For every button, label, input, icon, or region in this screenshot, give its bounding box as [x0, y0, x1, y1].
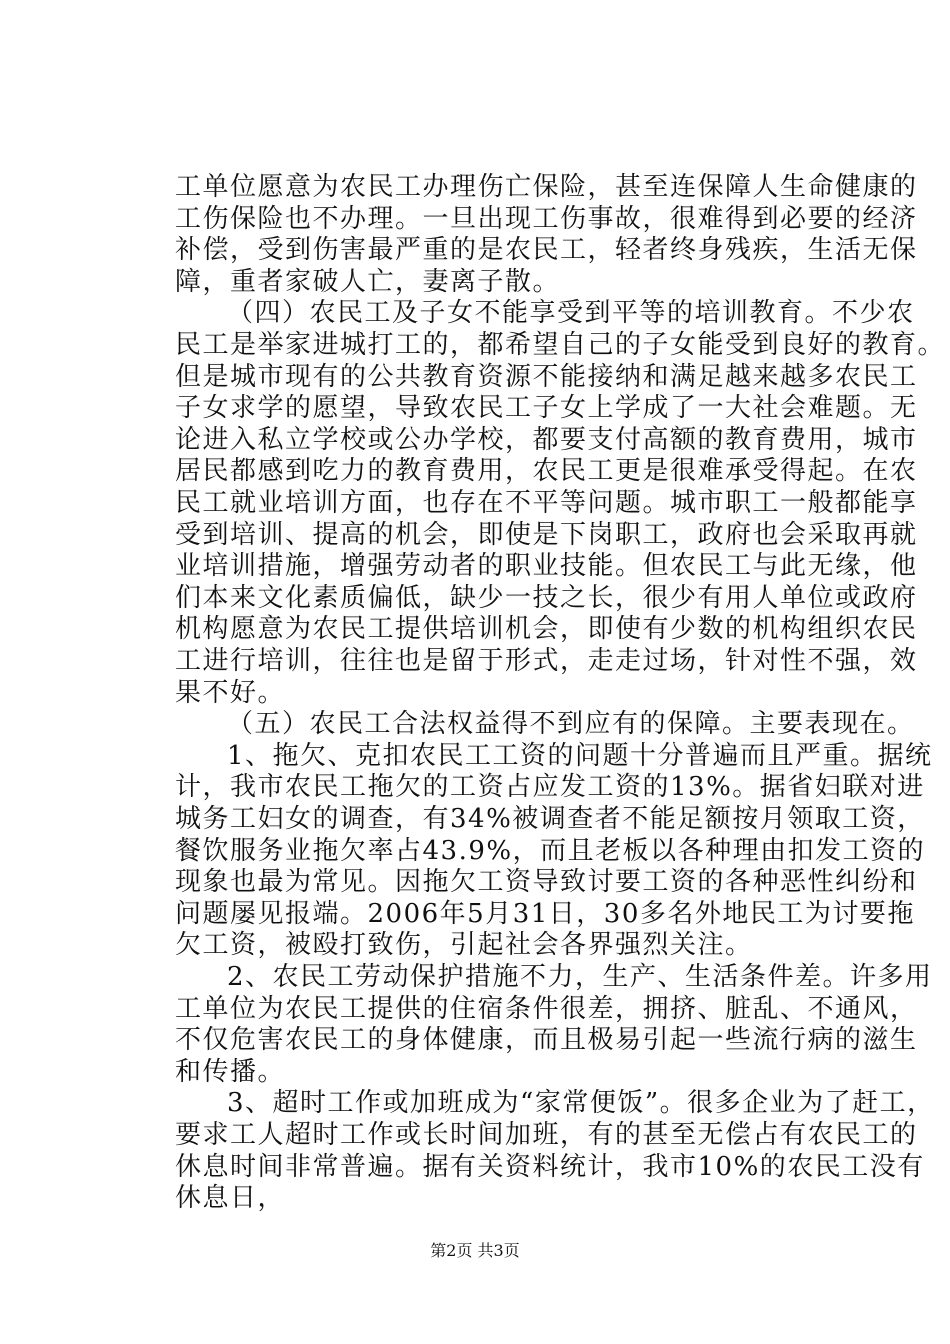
- text-line: 工单位愿意为农民工办理伤亡保险，甚至连保障人生命健康的: [175, 172, 918, 202]
- text-line: 要求工人超时工作或长时间加班，有的甚至无偿占有农民工的: [175, 1120, 918, 1150]
- text-line: 和传播。: [175, 1056, 286, 1087]
- text-line: 城务工妇女的调查，有34%被调查者不能足额按月领取工资，: [175, 804, 925, 834]
- paragraph-first-line: 3、超时工作或加班成为“家常便饭”。很多企业为了赶工，: [227, 1088, 935, 1119]
- text-line: 们本来文化素质偏低，缺少一技之长，很少有用人单位或政府: [175, 582, 918, 613]
- paragraph-heading: （五）农民工合法权益得不到应有的保障。主要表现在。: [227, 709, 915, 740]
- text-line: 子女求学的愿望，导致农民工子女上学成了一大社会难题。无: [175, 393, 918, 424]
- text-line: 餐饮服务业拖欠率占43.9%，而且老板以各种理由扣发工资的: [175, 835, 926, 866]
- text-line: 休息日，: [175, 1183, 286, 1214]
- text-line: 欠工资，被殴打致伤，引起社会各界强烈关注。: [175, 930, 753, 961]
- page-number-footer: 第2页 共3页: [430, 1241, 520, 1260]
- text-line: 论进入私立学校或公办学校，都要支付高额的教育费用，城市: [175, 424, 918, 455]
- text-line: 机构愿意为农民工提供培训机会，即使有少数的机构组织农民: [175, 614, 918, 645]
- text-line: 工伤保险也不办理。一旦出现工伤事故，很难得到必要的经济: [175, 203, 918, 234]
- paragraph-heading: （四）农民工及子女不能享受到平等的培训教育。不少农: [227, 298, 915, 329]
- text-line: 受到培训、提高的机会，即使是下岗职工，政府也会采取再就: [175, 519, 918, 550]
- paragraph-first-line: 1、拖欠、克扣农民工工资的问题十分普遍而且严重。据统: [227, 740, 933, 771]
- text-line: 障，重者家破人亡，妻离子散。: [175, 266, 561, 297]
- text-line: 工进行培训，往往也是留于形式，走走过场，针对性不强，效: [175, 646, 918, 676]
- text-line: 计，我市农民工拖欠的工资占应发工资的13%。据省妇联对进: [175, 772, 925, 803]
- text-line: 业培训措施，增强劳动者的职业技能。但农民工与此无缘，他: [175, 551, 918, 582]
- text-line: 现象也最为常见。因拖欠工资导致讨要工资的各种恶性纠纷和: [175, 867, 918, 898]
- text-line: 民工就业培训方面，也存在不平等问题。城市职工一般都能享: [175, 488, 918, 518]
- text-line: 民工是举家进城打工的，都希望自己的子女能受到良好的教育。: [175, 330, 946, 360]
- text-line: 居民都感到吃力的教育费用，农民工更是很难承受得起。在农: [175, 456, 918, 487]
- text-line: 不仅危害农民工的身体健康，而且极易引起一些流行病的滋生: [175, 1025, 918, 1056]
- text-line: 但是城市现有的公共教育资源不能接纳和满足越来越多农民工: [175, 361, 918, 392]
- paragraph-first-line: 2、农民工劳动保护措施不力，生产、生活条件差。许多用: [227, 962, 933, 992]
- text-line: 休息时间非常普遍。据有关资料统计，我市10%的农民工没有: [175, 1151, 925, 1182]
- text-line: 问题屡见报端。2006年5月31日，30多名外地民工为讨要拖: [175, 898, 915, 929]
- text-line: 果不好。: [175, 677, 286, 708]
- text-line: 补偿，受到伤害最严重的是农民工，轻者终身残疾，生活无保: [175, 235, 918, 266]
- text-line: 工单位为农民工提供的住宿条件很差，拥挤、脏乱、不通风，: [175, 993, 918, 1024]
